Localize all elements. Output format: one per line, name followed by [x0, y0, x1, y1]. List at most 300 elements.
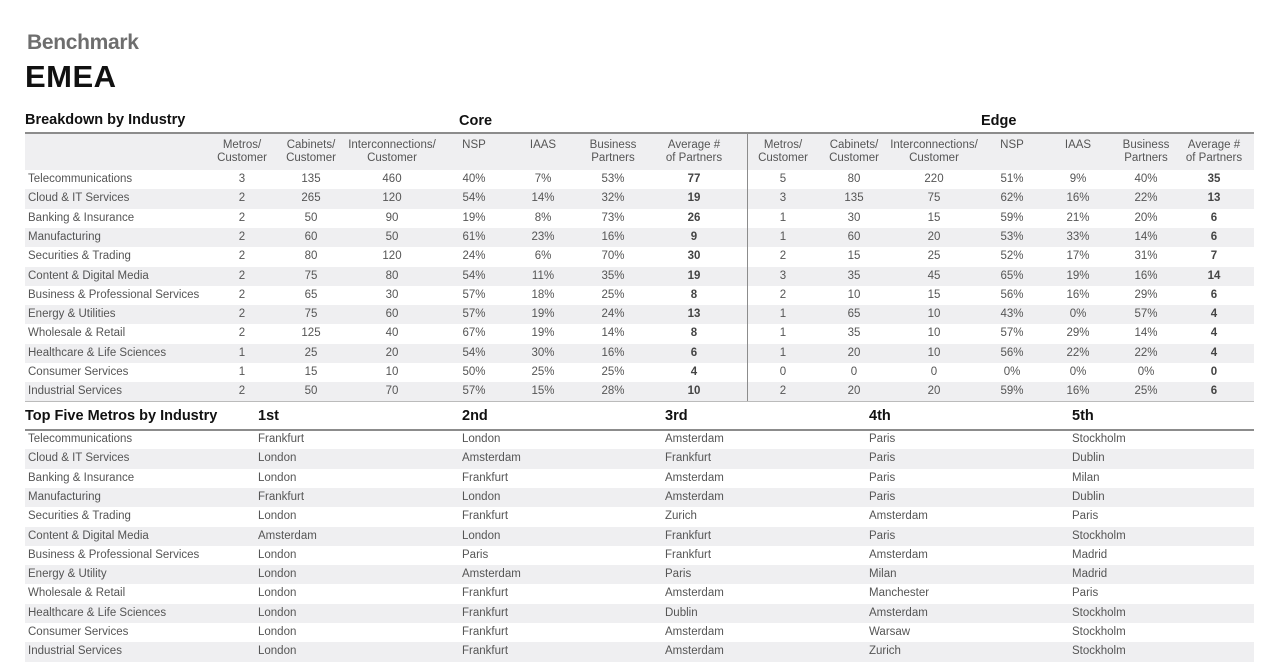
table-cell: 30: [687, 250, 701, 263]
metro-city: Frankfurt: [462, 606, 509, 619]
table-cell: 57%: [462, 288, 486, 301]
table-cell: 43%: [1000, 308, 1024, 321]
table-cell: 3: [779, 269, 787, 282]
table-cell: 16%: [601, 230, 625, 243]
table-cell: 56%: [1000, 346, 1024, 359]
metro-city: Paris: [869, 433, 896, 445]
table-cell: 4: [1210, 346, 1218, 359]
table-cell: 6: [690, 346, 698, 359]
page-kicker: Benchmark: [27, 31, 139, 54]
table-cell: 22%: [1066, 346, 1090, 359]
table-cell: 220: [924, 173, 944, 185]
table-cell: 120: [382, 250, 402, 263]
table-cell: 50: [304, 211, 318, 224]
table-cell: 17%: [1066, 250, 1090, 263]
metro-city: Zurich: [665, 510, 697, 523]
metro-city: Paris: [1072, 587, 1099, 600]
metro-city: Dublin: [1072, 452, 1105, 465]
table-cell: 13: [1207, 192, 1221, 205]
table-cell: 10: [385, 366, 399, 378]
list-item: [25, 565, 1254, 584]
table-cell: 29%: [1066, 327, 1090, 340]
table-cell: 61%: [462, 230, 486, 243]
industry-label: Consumer Services: [28, 366, 129, 378]
table-cell: 19: [687, 269, 701, 282]
metro-city: Frankfurt: [258, 433, 305, 445]
column-header: Cabinets/ Customer: [829, 139, 879, 164]
table-cell: 10: [927, 308, 941, 321]
industry-label: Healthcare & Life Sciences: [28, 606, 167, 619]
table-cell: 2: [238, 308, 246, 321]
table-cell: 1: [238, 366, 246, 378]
industry-label: Cloud & IT Services: [28, 192, 130, 205]
table-cell: 4: [690, 366, 698, 378]
table-cell: 5: [779, 173, 787, 185]
metro-city: London: [258, 510, 297, 523]
table-row: [25, 344, 1254, 363]
list-item: [25, 584, 1254, 603]
table-cell: 80: [385, 269, 399, 282]
table-cell: 53%: [1000, 230, 1024, 243]
table-cell: 57%: [462, 385, 486, 398]
table-cell: 28%: [601, 385, 625, 398]
list-item: [25, 507, 1254, 526]
metro-city: Amsterdam: [665, 626, 724, 638]
list-item: [25, 642, 1254, 661]
table-cell: 25%: [601, 288, 625, 301]
table-cell: 25%: [531, 366, 555, 378]
rank-header-4: 4th: [869, 408, 891, 424]
industry-label: Wholesale & Retail: [28, 327, 126, 340]
table-cell: 7: [1210, 250, 1218, 263]
table-cell: 57%: [1000, 327, 1024, 340]
table-cell: 59%: [1000, 211, 1024, 224]
table-cell: 19%: [1066, 269, 1090, 282]
table-cell: 1: [779, 230, 787, 243]
list-item: [25, 527, 1254, 546]
metro-city: London: [258, 452, 297, 465]
metro-city: Amsterdam: [869, 606, 928, 619]
table-cell: 14: [1207, 269, 1221, 282]
industry-label: Energy & Utility: [28, 568, 107, 581]
industry-label: Telecommunications: [28, 433, 133, 445]
table-cell: 13: [687, 308, 701, 321]
table-cell: 2: [238, 211, 246, 224]
metros-section-title: Top Five Metros by Industry: [25, 408, 218, 424]
industry-label: Manufacturing: [28, 490, 101, 503]
table-cell: 2: [779, 385, 787, 398]
table-cell: 19: [687, 192, 701, 205]
metro-city: London: [258, 645, 297, 658]
table-cell: 75: [304, 269, 318, 282]
metro-city: Stockholm: [1072, 606, 1126, 619]
table-row: [25, 286, 1254, 305]
table-cell: 80: [847, 173, 861, 185]
table-cell: 80: [304, 250, 318, 263]
table-cell: 2: [238, 269, 246, 282]
industry-label: Banking & Insurance: [28, 211, 135, 224]
table-cell: 16%: [1066, 288, 1090, 301]
table-cell: 2: [238, 192, 246, 205]
table-cell: 21%: [1066, 211, 1090, 224]
metro-city: London: [258, 548, 297, 561]
column-header: Average # of Partners: [1185, 139, 1243, 164]
metro-city: Amsterdam: [869, 548, 928, 561]
table-cell: 15%: [531, 385, 555, 398]
column-header: IAAS: [1064, 139, 1092, 151]
metro-city: London: [258, 568, 297, 581]
table-cell: 50: [304, 385, 318, 398]
industry-label: Telecommunications: [28, 173, 133, 185]
table-cell: 19%: [531, 327, 555, 340]
column-header: Interconnections/ Customer: [348, 139, 436, 164]
table-row: [25, 170, 1254, 189]
table-cell: 40: [385, 327, 399, 340]
table-cell: 20: [927, 385, 941, 398]
table-cell: 0%: [1069, 366, 1087, 378]
metro-city: London: [462, 433, 501, 445]
metro-city: Frankfurt: [258, 490, 305, 503]
table-cell: 1: [779, 308, 787, 321]
table-cell: 57%: [462, 308, 486, 321]
rank-header-1: 1st: [258, 408, 279, 424]
column-header: Average # of Partners: [665, 139, 723, 164]
table-cell: 2: [779, 288, 787, 301]
industry-label: Healthcare & Life Sciences: [28, 346, 167, 359]
table-cell: 24%: [462, 250, 486, 263]
metro-city: Stockholm: [1072, 433, 1126, 445]
table-cell: 32%: [601, 192, 625, 205]
table-row: [25, 267, 1254, 286]
column-header: Interconnections/ Customer: [890, 139, 978, 164]
breakdown-header-row: [25, 132, 1254, 170]
list-item: [25, 604, 1254, 623]
metro-city: London: [258, 626, 297, 638]
table-cell: 77: [687, 173, 701, 185]
table-cell: 6%: [534, 250, 552, 263]
table-cell: 8: [690, 327, 698, 340]
table-cell: 51%: [1000, 173, 1024, 185]
table-cell: 6: [1210, 288, 1218, 301]
metro-city: Warsaw: [869, 626, 911, 638]
table-cell: 15: [927, 211, 941, 224]
metro-city: Paris: [665, 568, 692, 581]
table-cell: 8: [690, 288, 698, 301]
industry-label: Industrial Services: [28, 385, 122, 398]
table-row: [25, 382, 1254, 401]
table-cell: 16%: [1066, 385, 1090, 398]
industry-label: Business & Professional Services: [28, 548, 200, 561]
metro-city: Paris: [869, 471, 896, 484]
table-cell: 57%: [1134, 308, 1158, 321]
column-header: IAAS: [529, 139, 557, 151]
metro-city: Dublin: [665, 606, 698, 619]
metro-city: Frankfurt: [462, 471, 509, 484]
table-cell: 67%: [462, 327, 486, 340]
table-cell: 1: [779, 211, 787, 224]
list-item: [25, 449, 1254, 468]
table-cell: 20%: [1134, 211, 1158, 224]
table-cell: 15: [847, 250, 861, 263]
table-cell: 15: [304, 366, 318, 378]
table-cell: 33%: [1066, 230, 1090, 243]
column-header: Cabinets/ Customer: [286, 139, 336, 164]
column-header: Metros/ Customer: [217, 139, 267, 164]
table-cell: 2: [238, 385, 246, 398]
metro-city: Paris: [1072, 510, 1099, 523]
metro-city: Frankfurt: [462, 510, 509, 523]
table-cell: 135: [301, 173, 321, 185]
table-cell: 0: [930, 366, 938, 378]
table-cell: 24%: [601, 308, 625, 321]
industry-label: Manufacturing: [28, 230, 101, 243]
table-cell: 16%: [1066, 192, 1090, 205]
table-cell: 20: [847, 346, 861, 359]
table-cell: 2: [238, 250, 246, 263]
table-cell: 54%: [462, 192, 486, 205]
industry-label: Industrial Services: [28, 645, 122, 658]
breakdown-bottom-rule: [25, 401, 1254, 402]
list-item: [25, 546, 1254, 565]
table-cell: 90: [385, 211, 399, 224]
table-cell: 20: [927, 230, 941, 243]
table-row: [25, 189, 1254, 208]
table-cell: 25%: [601, 366, 625, 378]
table-cell: 0: [1210, 366, 1218, 378]
rank-header-2: 2nd: [462, 408, 488, 424]
table-cell: 70%: [601, 250, 625, 263]
rank-header-5: 5th: [1072, 408, 1094, 424]
metro-city: Amsterdam: [665, 645, 724, 658]
table-cell: 265: [301, 192, 321, 205]
metro-city: Madrid: [1072, 548, 1108, 561]
metro-city: London: [462, 490, 501, 503]
table-cell: 120: [382, 192, 402, 205]
table-cell: 16%: [1134, 269, 1158, 282]
metro-city: Frankfurt: [462, 626, 509, 638]
metro-city: Milan: [869, 568, 897, 581]
metro-city: Paris: [869, 529, 896, 542]
industry-label: Cloud & IT Services: [28, 452, 130, 465]
table-cell: 0%: [1003, 366, 1021, 378]
table-row: [25, 247, 1254, 266]
industry-label: Wholesale & Retail: [28, 587, 126, 600]
table-row: [25, 363, 1254, 382]
table-cell: 60: [847, 230, 861, 243]
core-group-label: Core: [459, 113, 493, 129]
table-cell: 40%: [1134, 173, 1158, 185]
table-cell: 25: [927, 250, 941, 263]
metro-city: Stockholm: [1072, 645, 1126, 658]
table-cell: 23%: [531, 230, 555, 243]
table-cell: 73%: [601, 211, 625, 224]
table-cell: 0%: [1069, 308, 1087, 321]
column-header: Metros/ Customer: [758, 139, 808, 164]
table-cell: 50%: [462, 366, 486, 378]
column-header: NSP: [1000, 139, 1024, 151]
industry-label: Securities & Trading: [28, 510, 131, 523]
table-cell: 35%: [601, 269, 625, 282]
table-cell: 70: [385, 385, 399, 398]
table-row: [25, 228, 1254, 247]
table-row: [25, 305, 1254, 324]
industry-label: Content & Digital Media: [28, 529, 149, 542]
rank-header-3: 3rd: [665, 408, 688, 424]
metro-city: Madrid: [1072, 568, 1108, 581]
table-cell: 65%: [1000, 269, 1024, 282]
table-cell: 19%: [531, 308, 555, 321]
table-cell: 10: [927, 346, 941, 359]
industry-label: Energy & Utilities: [28, 308, 116, 321]
edge-group-label: Edge: [981, 113, 1017, 129]
table-cell: 0: [779, 366, 787, 378]
table-cell: 20: [847, 385, 861, 398]
industry-label: Banking & Insurance: [28, 471, 135, 484]
table-cell: 2: [779, 250, 787, 263]
table-cell: 54%: [462, 269, 486, 282]
table-cell: 30: [385, 288, 399, 301]
table-cell: 4: [1210, 308, 1218, 321]
table-cell: 460: [382, 173, 402, 185]
metro-city: Amsterdam: [665, 587, 724, 600]
table-cell: 10: [687, 385, 701, 398]
table-cell: 6: [1210, 385, 1218, 398]
table-cell: 35: [847, 327, 861, 340]
table-cell: 26: [687, 211, 701, 224]
table-cell: 45: [927, 269, 941, 282]
table-cell: 14%: [531, 192, 555, 205]
table-cell: 53%: [601, 173, 625, 185]
page-title: EMEA: [25, 59, 117, 94]
table-cell: 3: [238, 173, 246, 185]
table-cell: 54%: [462, 346, 486, 359]
table-cell: 65: [304, 288, 318, 301]
metro-city: Dublin: [1072, 490, 1105, 503]
metro-city: Frankfurt: [462, 587, 509, 600]
table-cell: 8%: [534, 211, 552, 224]
metro-city: Paris: [462, 548, 489, 561]
metro-city: Stockholm: [1072, 529, 1126, 542]
metro-city: Frankfurt: [462, 645, 509, 658]
column-header: Business Partners: [589, 139, 637, 164]
table-cell: 65: [847, 308, 861, 321]
metro-city: London: [258, 471, 297, 484]
table-cell: 40%: [462, 173, 486, 185]
table-cell: 0: [850, 366, 858, 378]
table-cell: 22%: [1134, 346, 1158, 359]
industry-label: Securities & Trading: [28, 250, 131, 263]
table-cell: 2: [238, 327, 246, 340]
table-cell: 31%: [1134, 250, 1158, 263]
table-cell: 0%: [1137, 366, 1155, 378]
metro-city: Amsterdam: [258, 529, 317, 542]
table-cell: 1: [238, 346, 246, 359]
metro-city: London: [462, 529, 501, 542]
table-cell: 3: [779, 192, 787, 205]
metro-city: Amsterdam: [665, 471, 724, 484]
metro-city: Paris: [869, 490, 896, 503]
table-cell: 59%: [1000, 385, 1024, 398]
table-cell: 30: [847, 211, 861, 224]
list-item: [25, 488, 1254, 507]
table-cell: 60: [304, 230, 318, 243]
metro-city: Frankfurt: [665, 452, 712, 465]
table-cell: 14%: [1134, 327, 1158, 340]
metro-city: London: [258, 587, 297, 600]
table-cell: 30%: [531, 346, 555, 359]
list-item: [25, 623, 1254, 642]
table-cell: 15: [927, 288, 941, 301]
metro-city: Amsterdam: [665, 433, 724, 445]
table-cell: 6: [1210, 211, 1218, 224]
metro-city: Amsterdam: [462, 452, 521, 465]
breakdown-section-title: Breakdown by Industry: [25, 112, 186, 128]
metro-city: Milan: [1072, 471, 1100, 484]
table-cell: 135: [844, 192, 864, 205]
table-cell: 16%: [601, 346, 625, 359]
table-cell: 20: [385, 346, 399, 359]
table-row: [25, 324, 1254, 343]
industry-label: Content & Digital Media: [28, 269, 149, 282]
table-cell: 22%: [1134, 192, 1158, 205]
table-cell: 56%: [1000, 288, 1024, 301]
table-cell: 2: [238, 288, 246, 301]
table-cell: 14%: [1134, 230, 1158, 243]
table-cell: 10: [847, 288, 861, 301]
list-item: [25, 469, 1254, 488]
table-cell: 35: [847, 269, 861, 282]
table-cell: 7%: [534, 173, 552, 185]
metro-city: Frankfurt: [665, 548, 712, 561]
list-item: [25, 430, 1254, 449]
column-header: NSP: [462, 139, 486, 151]
metro-city: Frankfurt: [665, 529, 712, 542]
industry-label: Consumer Services: [28, 626, 129, 638]
table-cell: 6: [1210, 230, 1218, 243]
metro-city: London: [258, 606, 297, 619]
table-cell: 2: [238, 230, 246, 243]
column-header: Business Partners: [1122, 139, 1170, 164]
table-cell: 75: [304, 308, 318, 321]
table-cell: 14%: [601, 327, 625, 340]
table-cell: 62%: [1000, 192, 1024, 205]
table-cell: 1: [779, 327, 787, 340]
table-cell: 19%: [462, 211, 486, 224]
table-cell: 18%: [531, 288, 555, 301]
table-cell: 10: [927, 327, 941, 340]
metro-city: Amsterdam: [869, 510, 928, 523]
metro-city: Manchester: [869, 587, 930, 600]
table-cell: 75: [927, 192, 941, 205]
table-cell: 1: [779, 346, 787, 359]
industry-label: Business & Professional Services: [28, 288, 200, 301]
table-cell: 11%: [531, 269, 555, 282]
table-cell: 50: [385, 230, 399, 243]
table-cell: 25%: [1134, 385, 1158, 398]
table-cell: 125: [301, 327, 321, 340]
table-cell: 52%: [1000, 250, 1024, 263]
metro-city: Amsterdam: [665, 490, 724, 503]
table-cell: 60: [385, 308, 399, 321]
table-cell: 4: [1210, 327, 1218, 340]
metro-city: Zurich: [869, 645, 901, 658]
table-cell: 35: [1207, 173, 1221, 185]
metro-city: Stockholm: [1072, 626, 1126, 638]
metro-city: Amsterdam: [462, 568, 521, 581]
table-cell: 9%: [1069, 173, 1087, 185]
table-cell: 25: [304, 346, 318, 359]
metro-city: Paris: [869, 452, 896, 465]
